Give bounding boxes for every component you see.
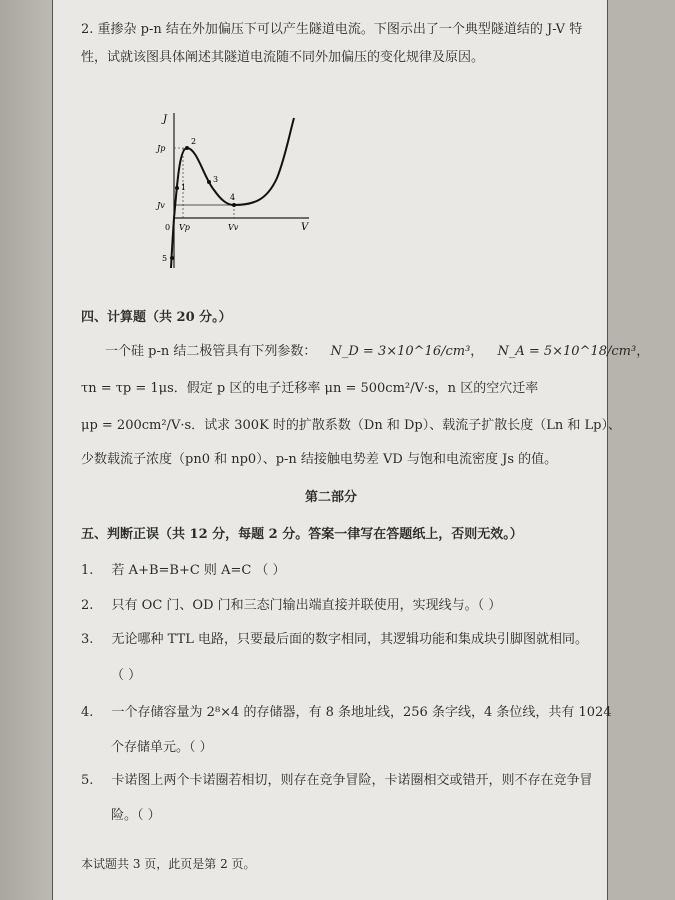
point-label-3: 3 <box>213 175 219 184</box>
curve-point-5 <box>170 256 174 260</box>
point-label-1: 1 <box>181 183 187 192</box>
item-number: 4. <box>81 705 94 720</box>
jv-label: Jv <box>157 201 165 210</box>
item-number: 5. <box>81 773 94 788</box>
jv-characteristic-figure <box>129 108 319 278</box>
section4-para1-text: 一个硅 p-n 结二极管具有下列参数： <box>105 344 317 359</box>
judgement-item-1 <box>81 563 286 579</box>
question2-line1: 2. 重掺杂 p-n 结在外加偏压下可以产生隧道电流。下图示出了一个典型隧道结的 J-V 特 <box>81 22 583 37</box>
jp-label: Jp <box>157 144 166 153</box>
item-text: 无论哪种 TTL 电路，只要最后面的数字相同，其逻辑功能和集成块引脚图就相同。 <box>111 632 589 647</box>
point-label-2: 2 <box>191 137 197 146</box>
na-value: N_A = 5×10^18/cm³ <box>497 344 637 359</box>
judgement-item-5-cont: 险。（ ） <box>111 808 161 823</box>
section4-heading: 四、计算题（共 20 分。） <box>81 310 232 325</box>
section4-para3: μp = 200cm²/V·s．试求 300K 时的扩散系数（Dn 和 Dp）、载流子扩散长度（Ln 和 Lp）、 <box>81 418 621 433</box>
question2-line2: 性，试就该图具体阐述其隧道电流随不同外加偏压的变化规律及原因。 <box>81 50 485 65</box>
page-background-left <box>0 0 52 900</box>
part2-title: 第二部分 <box>304 490 357 505</box>
curve-point-4 <box>232 203 236 207</box>
judgement-item-2 <box>81 598 501 614</box>
item-number: 1. <box>81 563 94 578</box>
section5-heading: 五、判断正误（共 12 分，每题 2 分。答案一律写在答题纸上，否则无效。） <box>81 527 523 542</box>
page-footer: 本试题共 3 页，此页是第 2 页。 <box>81 857 256 871</box>
judgement-item-4-cont: 个存储单元。（ ） <box>111 740 213 755</box>
curve-point-2 <box>185 146 189 150</box>
section4-para2: τn = τp = 1μs．假定 p 区的电子迁移率 μn = 500cm²/V·s，n 区的空穴迁率 <box>81 381 539 396</box>
y-axis-label: J <box>163 114 168 125</box>
item-number: 3. <box>81 632 94 647</box>
vp-label: Vp <box>179 223 190 232</box>
item-text: 卡诺图上两个卡诺圈若相切，则存在竞争冒险，卡诺圈相交或错开，则不存在竞争冒 <box>111 773 593 788</box>
origin-label: 0 <box>165 223 171 232</box>
item-number: 2. <box>81 598 94 613</box>
item-text: 一个存储容量为 2⁸×4 的存储器，有 8 条地址线，256 条字线，4 条位线，共有 1024 <box>111 705 612 720</box>
judgement-item-3 <box>81 632 588 648</box>
section4-para1: 一个硅 p-n 结二极管具有下列参数： N_D = 3×10^16/cm³， N_A = 5×10^18/cm³， <box>105 344 650 359</box>
item-text: 只有 OC 门、OD 门和三态门输出端直接并联使用，实现线与。（ ） <box>111 598 502 613</box>
point-label-5: 5 <box>162 254 168 263</box>
judgement-item-5 <box>81 773 593 789</box>
judgement-item-3-cont: （ ） <box>111 668 142 683</box>
item-text: 若 A+B=B+C 则 A=C （ ） <box>111 563 286 578</box>
curve-point-1 <box>175 186 179 190</box>
exam-page <box>52 0 650 900</box>
point-label-4: 4 <box>230 193 236 202</box>
x-axis-label: V <box>301 222 309 233</box>
vv-label: Vv <box>228 223 239 232</box>
section4-para4: 少数载流子浓度（pn0 和 np0）、p-n 结接触电势差 VD 与饱和电流密度 Js 的值。 <box>81 452 558 467</box>
curve-point-3 <box>207 180 211 184</box>
judgement-item-4 <box>81 705 612 721</box>
nd-value: N_D = 3×10^16/cm³ <box>330 344 471 359</box>
